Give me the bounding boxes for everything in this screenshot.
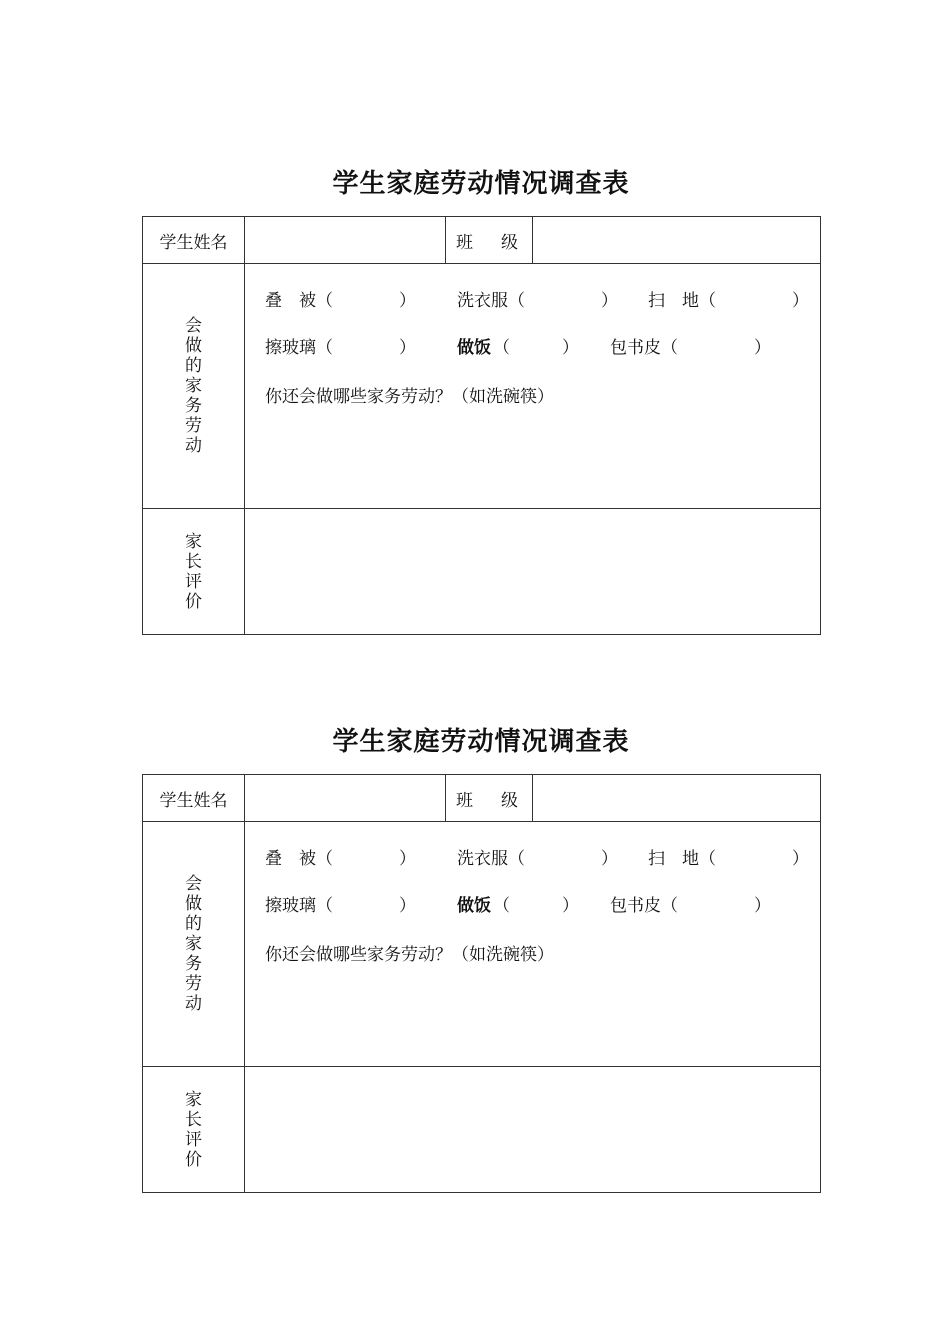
- survey-form-2: [142, 720, 820, 1193]
- chore-glass: 擦玻璃（: [265, 896, 333, 916]
- survey-table: [142, 774, 821, 1193]
- class-label-b: 级: [501, 232, 518, 253]
- eval-row: [143, 1067, 821, 1193]
- student-name-field[interactable]: [245, 775, 446, 822]
- eval-label-cell: [143, 1067, 245, 1193]
- chore-fold-quilt: 叠 被（: [265, 291, 333, 311]
- survey-table: [142, 216, 821, 635]
- chores-label: 会 做 的 家 务 劳 动: [184, 874, 202, 1014]
- chore-book-cover: 包书皮（: [610, 338, 678, 358]
- chore-sweep: 扫 地（: [648, 849, 716, 869]
- student-name-field[interactable]: [245, 217, 446, 264]
- chore-fold-quilt: 叠 被（: [265, 849, 333, 869]
- form-title: 学生家庭劳动情况调查表: [332, 727, 630, 757]
- chore-laundry: 洗衣服（: [457, 849, 525, 869]
- name-row: [143, 775, 821, 822]
- chores-label: 会 做 的 家 务 劳 动: [184, 316, 202, 456]
- chore-other-question: 你还会做哪些家务劳动？（如洗碗筷）: [265, 945, 554, 965]
- name-row: [143, 217, 821, 264]
- chore-book-cover: 包书皮（: [610, 896, 678, 916]
- class-label-b: 级: [501, 790, 518, 811]
- survey-form-1: [142, 162, 820, 635]
- class-label: [446, 217, 533, 264]
- eval-label: 家 长 评 价: [184, 531, 202, 612]
- class-field[interactable]: [533, 775, 821, 822]
- chore-laundry: 洗衣服（: [457, 291, 525, 311]
- chore-glass: 擦玻璃（: [265, 338, 333, 358]
- chores-label-cell: [143, 822, 245, 1067]
- form-title: 学生家庭劳动情况调查表: [332, 169, 630, 199]
- chore-cook: 做饭: [457, 896, 491, 916]
- student-name-label: 学生姓名: [143, 217, 245, 264]
- class-field[interactable]: [533, 217, 821, 264]
- chores-content[interactable]: 叠 被（ ） 洗衣服（ ） 扫 地（ ） 擦玻璃（ ） 做饭 （ ） 包书皮（ ） 你还会做哪些家务劳动？（如洗碗筷）: [245, 822, 821, 1067]
- class-label: [446, 775, 533, 822]
- chore-cook: 做饭: [457, 338, 491, 358]
- class-label-a: 班: [456, 790, 473, 811]
- eval-field[interactable]: [245, 509, 821, 635]
- class-label-a: 班: [456, 232, 473, 253]
- eval-label: 家 长 评 价: [184, 1089, 202, 1170]
- chores-row: [143, 264, 821, 509]
- eval-label-cell: [143, 509, 245, 635]
- chores-label-cell: [143, 264, 245, 509]
- student-name-label: 学生姓名: [143, 775, 245, 822]
- chore-other-question: 你还会做哪些家务劳动？（如洗碗筷）: [265, 387, 554, 407]
- chores-row: [143, 822, 821, 1067]
- eval-row: [143, 509, 821, 635]
- chore-sweep: 扫 地（: [648, 291, 716, 311]
- eval-field[interactable]: [245, 1067, 821, 1193]
- chores-content[interactable]: 叠 被（ ） 洗衣服（ ） 扫 地（ ） 擦玻璃（ ） 做饭 （ ） 包书皮（ ） 你还会做哪些家务劳动？（如洗碗筷）: [245, 264, 821, 509]
